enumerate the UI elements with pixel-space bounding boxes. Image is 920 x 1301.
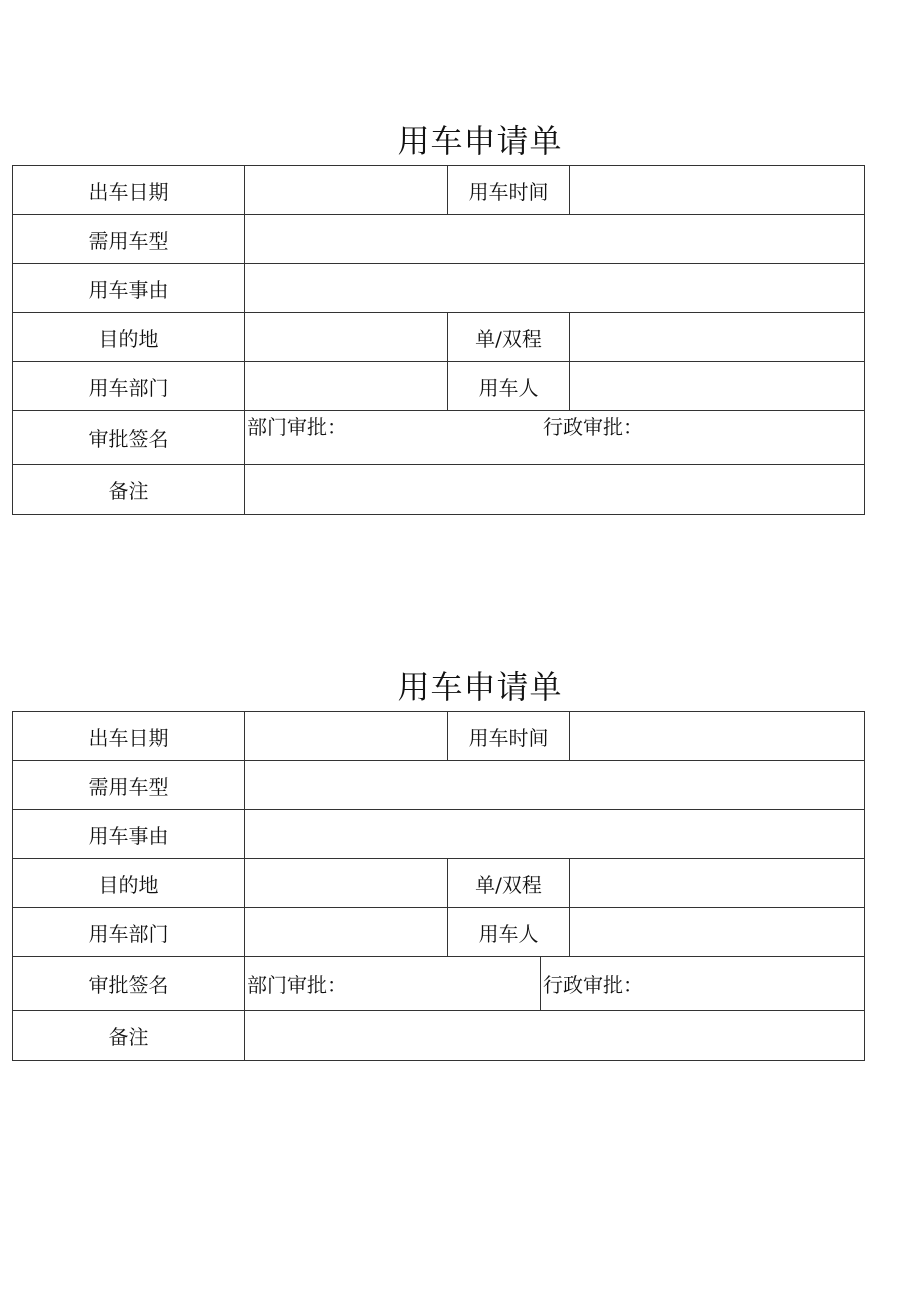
destination-label: 目的地	[13, 859, 245, 908]
vehicle-request-form-2	[12, 664, 864, 1061]
departure-date-label: 出车日期	[13, 712, 245, 761]
trip-type-label: 单/双程	[448, 859, 570, 908]
remarks-field[interactable]	[245, 1011, 865, 1061]
dept-approval-label: 部门审批：	[247, 973, 347, 997]
row-remarks	[13, 465, 865, 515]
row-destination-trip	[13, 859, 865, 908]
reason-label: 用车事由	[13, 264, 245, 313]
vehicle-type-label: 需用车型	[13, 761, 245, 810]
remarks-label: 备注	[13, 1011, 245, 1061]
remarks-label: 备注	[13, 465, 245, 515]
row-department-user	[13, 362, 865, 411]
use-time-field[interactable]	[570, 166, 865, 215]
row-vehicle-type	[13, 761, 865, 810]
row-department-user	[13, 908, 865, 957]
department-field[interactable]	[245, 362, 448, 411]
department-label: 用车部门	[13, 362, 245, 411]
reason-field[interactable]	[245, 810, 865, 859]
row-reason	[13, 264, 865, 313]
use-time-field[interactable]	[570, 712, 865, 761]
row-remarks	[13, 1011, 865, 1061]
row-destination-trip	[13, 313, 865, 362]
reason-label: 用车事由	[13, 810, 245, 859]
form-table	[12, 165, 865, 515]
admin-approval-field[interactable]	[541, 957, 865, 1011]
form-title: 用车申请单	[397, 122, 563, 160]
remarks-field[interactable]	[245, 465, 865, 515]
dept-approval-field[interactable]	[245, 957, 541, 1011]
user-field[interactable]	[570, 908, 865, 957]
department-label: 用车部门	[13, 908, 245, 957]
vehicle-request-form-1	[12, 118, 864, 515]
vehicle-type-field[interactable]	[245, 215, 865, 264]
row-date-time	[13, 712, 865, 761]
use-time-label: 用车时间	[448, 712, 570, 761]
admin-approval-label: 行政审批：	[543, 973, 643, 997]
trip-type-field[interactable]	[570, 859, 865, 908]
departure-date-field[interactable]	[245, 166, 448, 215]
departure-date-label: 出车日期	[13, 166, 245, 215]
row-date-time	[13, 166, 865, 215]
departure-date-field[interactable]	[245, 712, 448, 761]
department-field[interactable]	[245, 908, 448, 957]
reason-field[interactable]	[245, 264, 865, 313]
trip-type-label: 单/双程	[448, 313, 570, 362]
user-label: 用车人	[448, 908, 570, 957]
row-reason	[13, 810, 865, 859]
approval-label: 审批签名	[13, 957, 245, 1011]
approval-container	[247, 411, 864, 464]
destination-field[interactable]	[245, 313, 448, 362]
row-vehicle-type	[13, 215, 865, 264]
row-approval	[13, 957, 865, 1011]
form-title: 用车申请单	[397, 668, 563, 706]
destination-label: 目的地	[13, 313, 245, 362]
approval-field[interactable]	[245, 411, 865, 465]
form-table	[12, 711, 865, 1061]
approval-label: 审批签名	[13, 411, 245, 465]
admin-approval-label: 行政审批：	[543, 415, 643, 439]
destination-field[interactable]	[245, 859, 448, 908]
use-time-label: 用车时间	[448, 166, 570, 215]
trip-type-field[interactable]	[570, 313, 865, 362]
user-label: 用车人	[448, 362, 570, 411]
dept-approval-label: 部门审批：	[247, 415, 347, 439]
user-field[interactable]	[570, 362, 865, 411]
vehicle-type-field[interactable]	[245, 761, 865, 810]
vehicle-type-label: 需用车型	[13, 215, 245, 264]
row-approval	[13, 411, 865, 465]
